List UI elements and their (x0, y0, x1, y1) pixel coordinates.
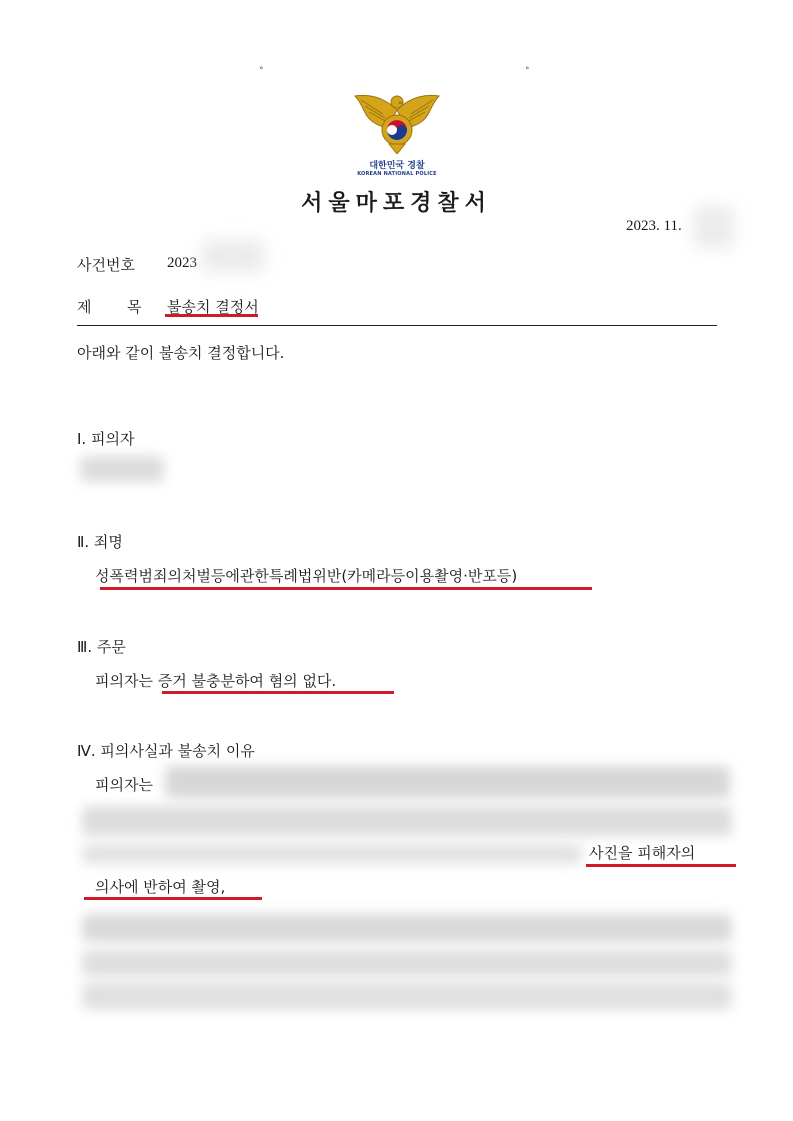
redacted-case-number (202, 240, 264, 272)
divider (77, 325, 717, 326)
print-mark: ° (259, 66, 264, 76)
redacted-reason-line-1 (165, 766, 730, 798)
redacted-reason-line-4 (82, 914, 732, 942)
section-heading: Ⅳ. 피의사실과 불송치 이유 (77, 742, 255, 760)
eagle-emblem-icon (353, 92, 441, 154)
police-emblem (353, 92, 441, 177)
redacted-reason-line-2 (82, 806, 732, 836)
reason-text-end: 의사에 반하여 촬영, (95, 878, 226, 896)
redacted-reason-line-5 (82, 950, 732, 976)
redacted-date-day (694, 206, 734, 248)
reason-mid-underline (586, 864, 736, 867)
intro-text: 아래와 같이 불송치 결정합니다. (77, 344, 285, 362)
charge-name: 성폭력범죄의처벌등에관한특례법위반(카메라등이용촬영·반포등) (95, 567, 518, 585)
redacted-suspect-name (80, 456, 164, 482)
subject-label-1: 제 (77, 298, 92, 316)
emblem-name-ko: 대한민국 경찰 (369, 161, 425, 171)
charge-underline (100, 587, 592, 590)
case-number-value: 2023 (167, 255, 197, 271)
section-heading: Ⅰ. 피의자 (77, 430, 135, 448)
subject-label-2: 목 (127, 298, 142, 316)
subject-underline (165, 314, 258, 317)
reason-end-underline (84, 897, 262, 900)
emblem-name-en: KOREAN NATIONAL POLICE (357, 171, 437, 177)
disposition-text: 피의자는 증거 불충분하여 혐의 없다. (95, 672, 337, 690)
section-heading: Ⅱ. 죄명 (77, 533, 123, 551)
reason-text-start: 피의자는 (95, 776, 153, 794)
reason-text-mid: 사진을 피해자의 (589, 844, 696, 862)
case-number-label: 사건번호 (77, 256, 135, 274)
print-mark: ° (525, 66, 530, 76)
redacted-reason-line-6 (82, 982, 732, 1010)
subject-value: 불송치 결정서 (167, 298, 259, 316)
redacted-reason-line-3 (82, 844, 582, 864)
document-date: 2023. 11. (626, 218, 682, 234)
issuer-title: 서울마포경찰서 (301, 191, 492, 216)
section-heading: Ⅲ. 주문 (77, 638, 126, 656)
disposition-underline (162, 691, 394, 694)
